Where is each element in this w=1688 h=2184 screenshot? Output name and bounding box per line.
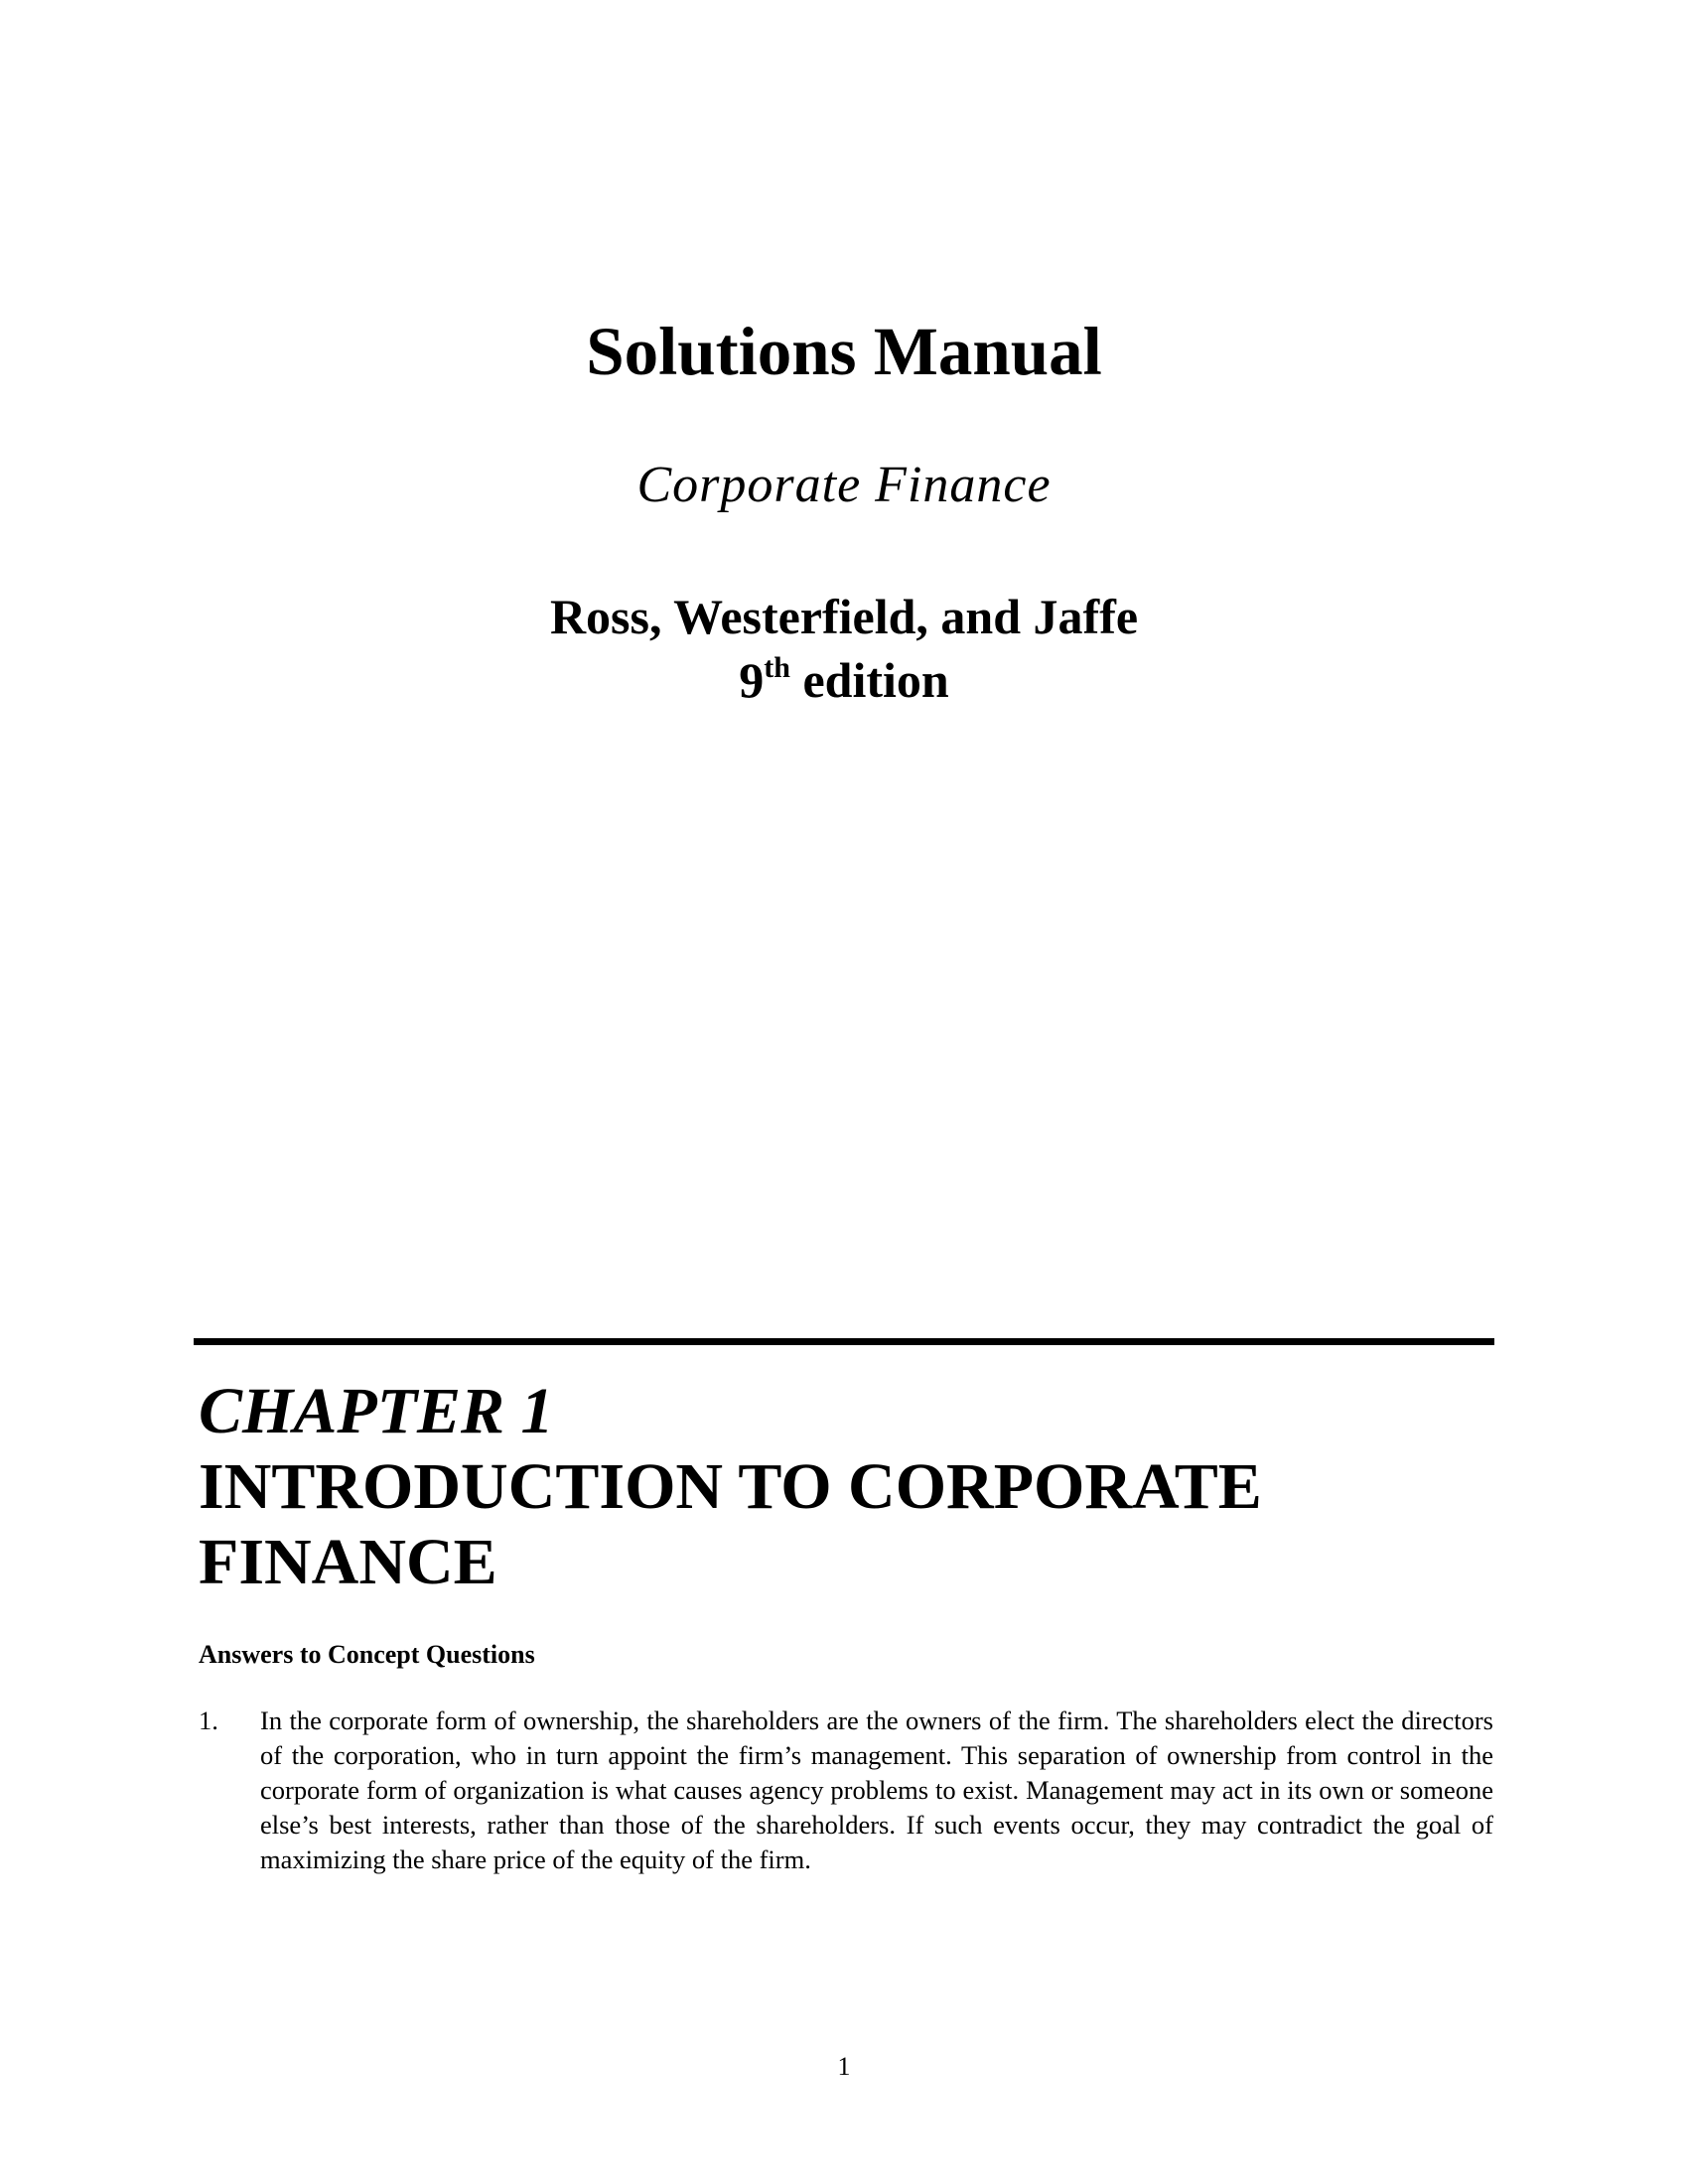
chapter-title: INTRODUCTION TO CORPORATE FINANCE (199, 1450, 1262, 1598)
edition-ordinal-suffix: th (764, 651, 790, 684)
chapter-label: CHAPTER 1 (199, 1375, 554, 1447)
edition-line (0, 648, 1688, 712)
section-heading: Answers to Concept Questions (199, 1640, 535, 1669)
edition-label: edition (789, 652, 949, 708)
chapter-divider-rule (194, 1338, 1494, 1345)
page-number: 1 (837, 2052, 851, 2081)
answer-text: In the corporate form of ownership, the shareholders are the owners of the firm. The shareholders elect the directors of the corporation, who in turn appoint the firm’s management. This separation of ownership from control in the corporate form of organization is what causes agency problems to exist. Management may act in its own or someone else’s best interests, rather than those of the shareholders. If such events occur, they may contradict the goal of maximizing the share price of the equity of the firm. (260, 1706, 1493, 1874)
edition-number: 9 (739, 652, 765, 708)
authors-line: Ross, Westerfield, and Jaffe (549, 589, 1139, 644)
document-title: Solutions Manual (586, 314, 1102, 389)
book-title: Corporate Finance (636, 457, 1052, 513)
answer-number: 1. (199, 1706, 218, 1735)
